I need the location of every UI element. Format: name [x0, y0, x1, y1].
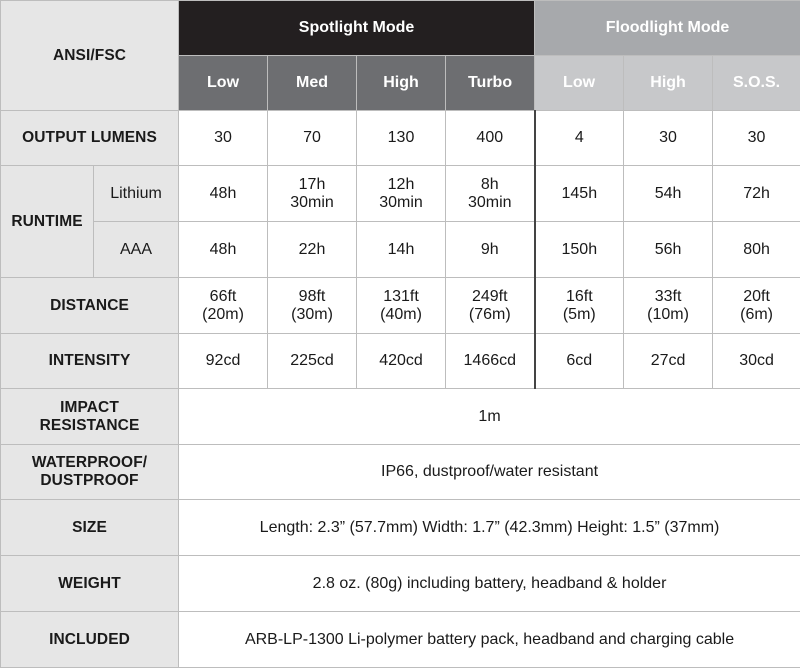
intensity-value: 420cd — [357, 334, 446, 389]
waterproof-label: WATERPROOF/ DUSTPROOF — [1, 445, 179, 500]
row-output-lumens — [1, 111, 800, 166]
header-row-modes — [1, 1, 800, 56]
output-lumens-label: OUTPUT LUMENS — [1, 111, 179, 166]
spot-level-low: Low — [179, 56, 268, 111]
runtime-lithium-value: 48h — [179, 166, 268, 222]
distance-value: 33ft (10m) — [624, 278, 713, 334]
weight-value: 2.8 oz. (80g) including battery, headband & holder — [179, 556, 800, 612]
output-value: 400 — [446, 111, 535, 166]
runtime-aaa-value: 80h — [713, 222, 800, 278]
output-value: 30 — [179, 111, 268, 166]
runtime-label: RUNTIME — [1, 166, 94, 278]
runtime-aaa-label: AAA — [94, 222, 179, 278]
intensity-label: INTENSITY — [1, 334, 179, 389]
runtime-lithium-value: 72h — [713, 166, 800, 222]
distance-value: 98ft (30m) — [268, 278, 357, 334]
impact-resistance-value: 1m — [179, 389, 800, 445]
runtime-aaa-value: 150h — [535, 222, 624, 278]
row-weight — [1, 556, 800, 612]
output-value: 30 — [624, 111, 713, 166]
floodlight-mode-header: Floodlight Mode — [535, 1, 800, 56]
spot-level-high: High — [357, 56, 446, 111]
flood-level-high: High — [624, 56, 713, 111]
intensity-value: 30cd — [713, 334, 800, 389]
row-included — [1, 612, 800, 668]
impact-resistance-label: IMPACT RESISTANCE — [1, 389, 179, 445]
distance-value: 131ft (40m) — [357, 278, 446, 334]
output-value: 4 — [535, 111, 624, 166]
weight-label: WEIGHT — [1, 556, 179, 612]
distance-label: DISTANCE — [1, 278, 179, 334]
included-value: ARB-LP-1300 Li-polymer battery pack, headband and charging cable — [179, 612, 800, 668]
distance-value: 66ft (20m) — [179, 278, 268, 334]
waterproof-value: IP66, dustproof/water resistant — [179, 445, 800, 500]
distance-value: 20ft (6m) — [713, 278, 800, 334]
runtime-lithium-label: Lithium — [94, 166, 179, 222]
runtime-lithium-value: 54h — [624, 166, 713, 222]
row-intensity — [1, 334, 800, 389]
row-waterproof — [1, 445, 800, 500]
runtime-lithium-value: 145h — [535, 166, 624, 222]
output-value: 130 — [357, 111, 446, 166]
size-label: SIZE — [1, 500, 179, 556]
runtime-aaa-value: 56h — [624, 222, 713, 278]
runtime-lithium-value: 8h 30min — [446, 166, 535, 222]
distance-value: 16ft (5m) — [535, 278, 624, 334]
intensity-value: 1466cd — [446, 334, 535, 389]
row-impact-resistance — [1, 389, 800, 445]
corner-label: ANSI/FSC — [1, 1, 179, 111]
included-label: INCLUDED — [1, 612, 179, 668]
runtime-aaa-value: 48h — [179, 222, 268, 278]
row-distance — [1, 278, 800, 334]
runtime-aaa-value: 22h — [268, 222, 357, 278]
runtime-aaa-value: 9h — [446, 222, 535, 278]
intensity-value: 27cd — [624, 334, 713, 389]
intensity-value: 92cd — [179, 334, 268, 389]
size-value: Length: 2.3” (57.7mm) Width: 1.7” (42.3mm) Height: 1.5” (37mm) — [179, 500, 800, 556]
row-runtime-aaa — [1, 222, 800, 278]
output-value: 30 — [713, 111, 800, 166]
intensity-value: 6cd — [535, 334, 624, 389]
spot-level-turbo: Turbo — [446, 56, 535, 111]
runtime-lithium-value: 12h 30min — [357, 166, 446, 222]
intensity-value: 225cd — [268, 334, 357, 389]
flood-level-sos: S.O.S. — [713, 56, 800, 111]
row-size — [1, 500, 800, 556]
runtime-aaa-value: 14h — [357, 222, 446, 278]
output-value: 70 — [268, 111, 357, 166]
row-runtime-lithium — [1, 166, 800, 222]
distance-value: 249ft (76m) — [446, 278, 535, 334]
flood-level-low: Low — [535, 56, 624, 111]
runtime-lithium-value: 17h 30min — [268, 166, 357, 222]
spot-level-med: Med — [268, 56, 357, 111]
spotlight-mode-header: Spotlight Mode — [179, 1, 535, 56]
